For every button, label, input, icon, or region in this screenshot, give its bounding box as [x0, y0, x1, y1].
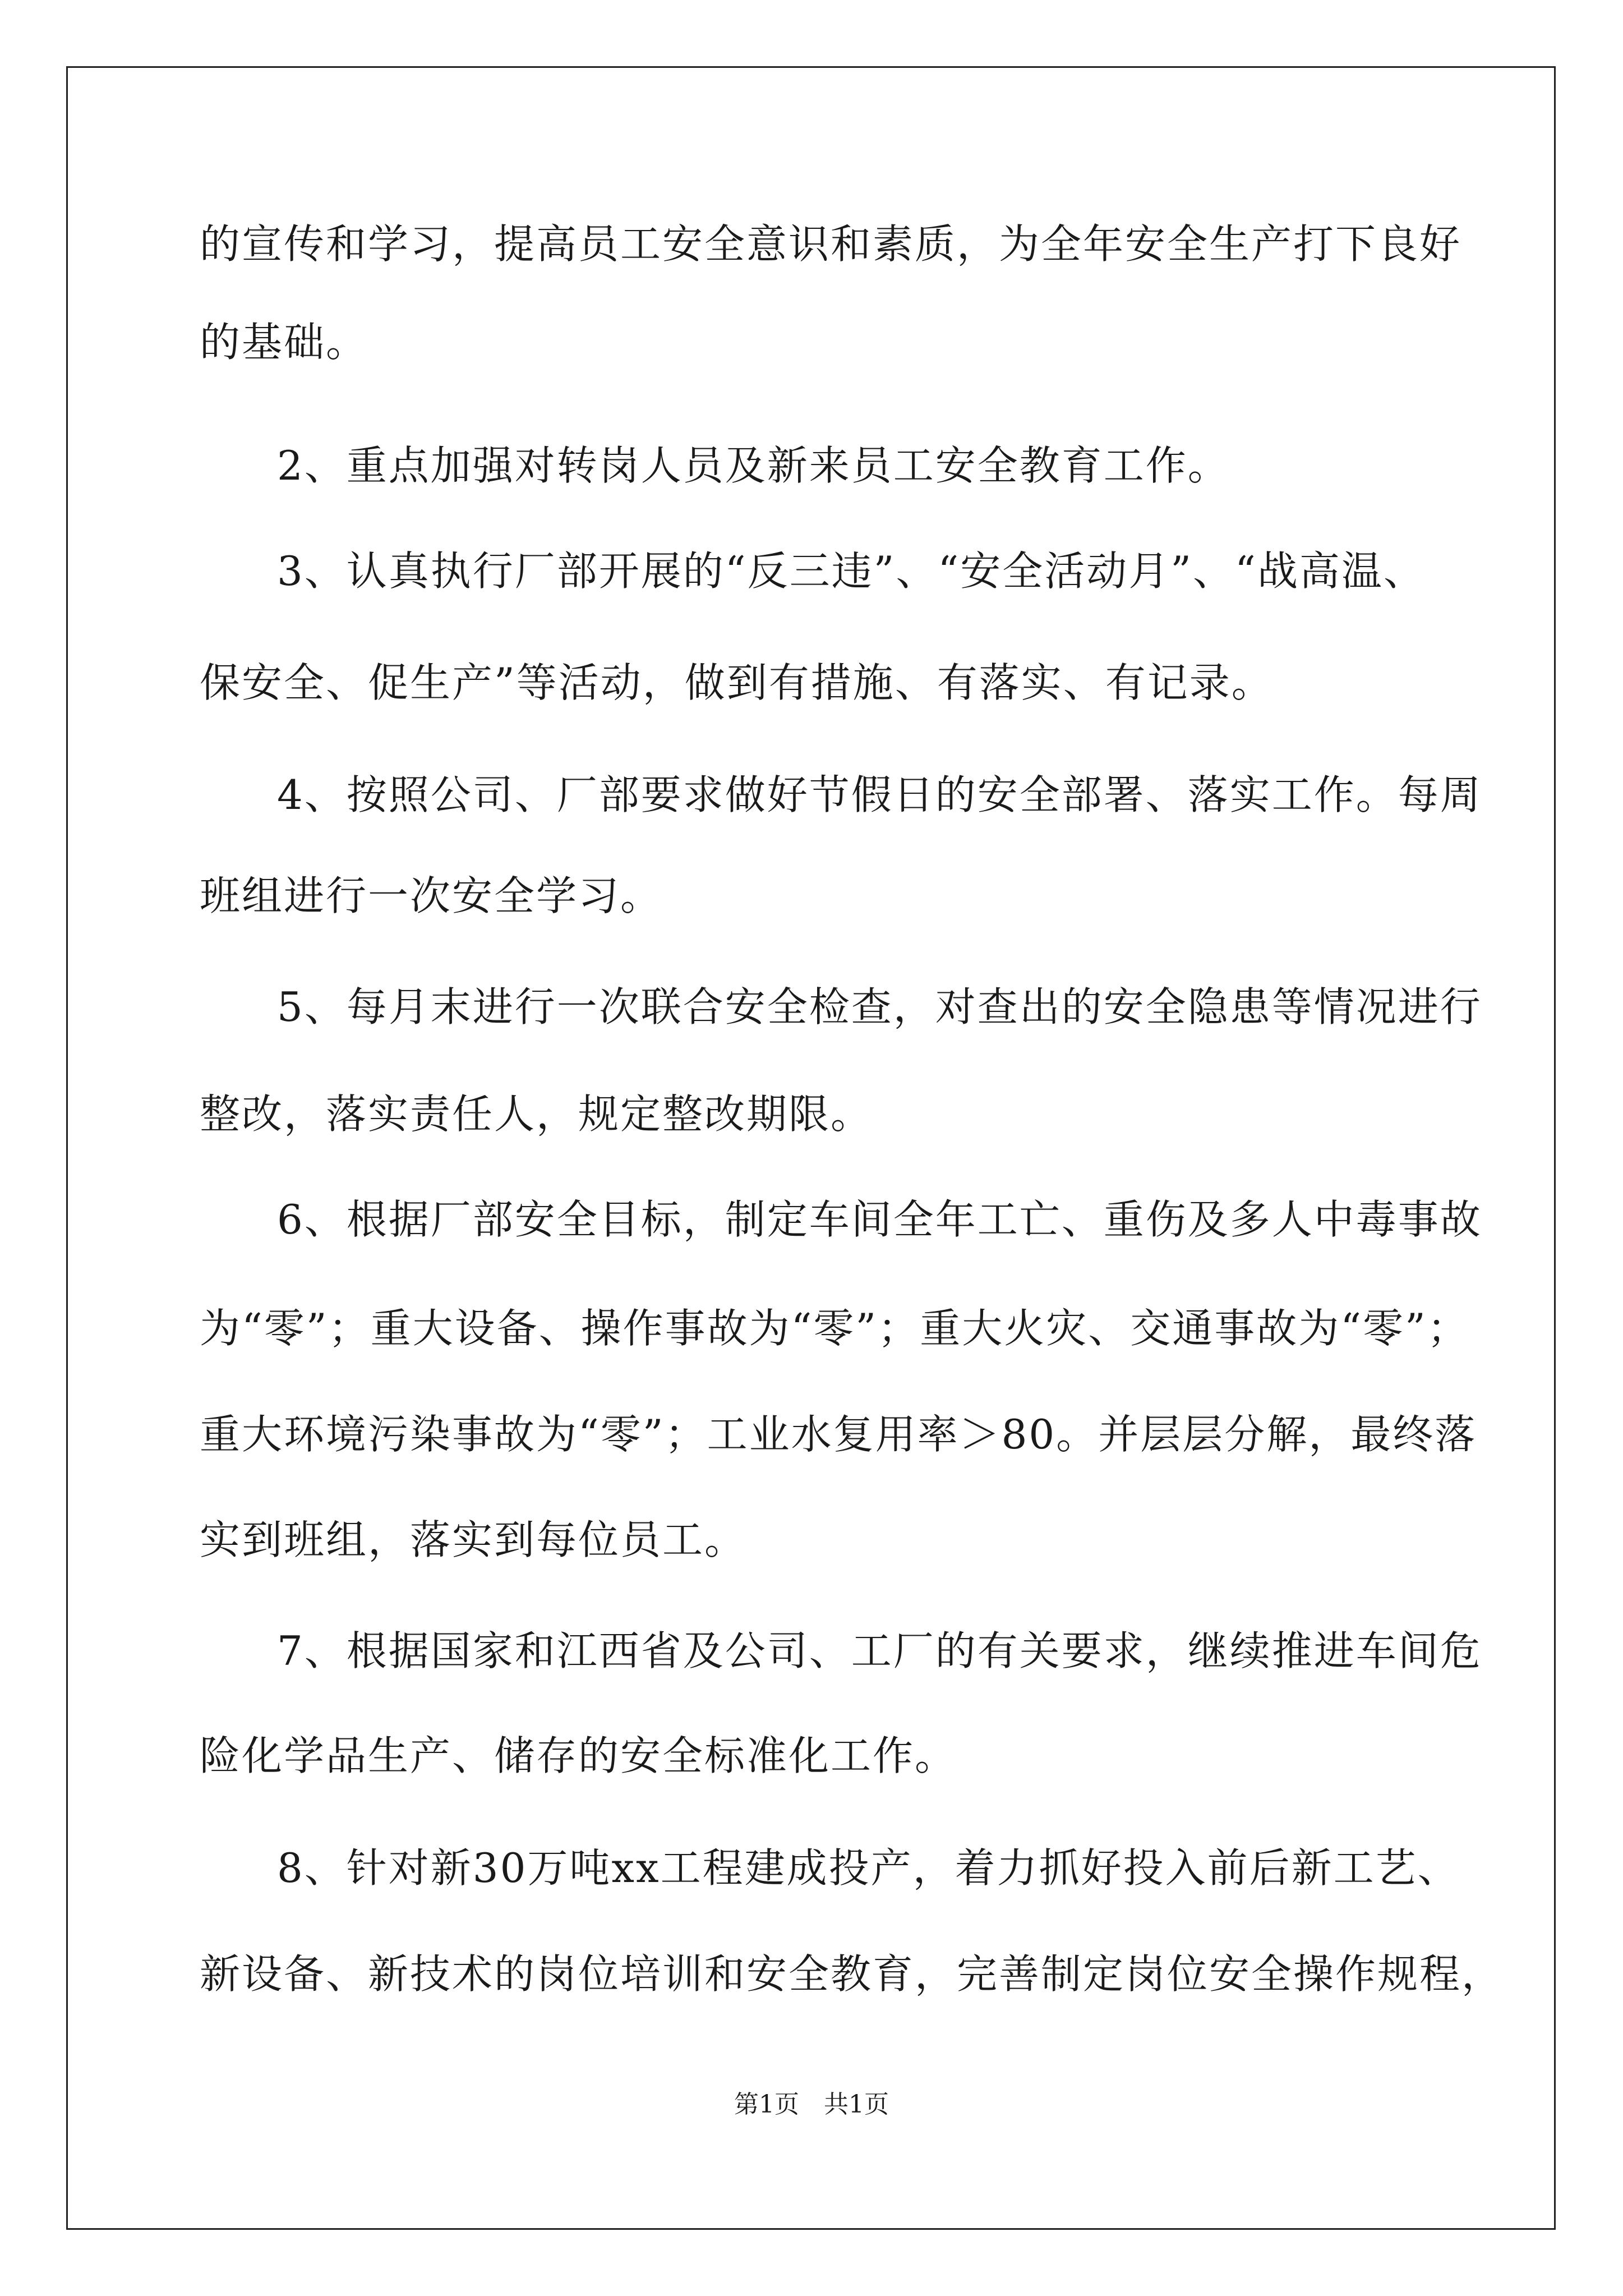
- body-line-7: 班组进行一次安全学习。: [200, 872, 663, 919]
- body-line-14: 7、根据国家和江西省及公司、工厂的有关要求，继续推进车间危: [277, 1627, 1482, 1674]
- body-line-13: 实到班组，落实到每位员工。: [200, 1516, 747, 1563]
- body-line-5: 保安全、促生产”等活动，做到有措施、有落实、有记录。: [200, 659, 1274, 706]
- body-line-1: 的宣传和学习，提高员工安全意识和素质，为全年安全生产打下良好: [200, 220, 1462, 268]
- body-line-12: 重大环境污染事故为“零”；工业水复用率＞80。并层层分解，最终落: [200, 1411, 1477, 1458]
- body-line-15: 险化学品生产、储存的安全标准化工作。: [200, 1732, 957, 1779]
- body-line-6: 4、按照公司、厂部要求做好节假日的安全部署、落实工作。每周: [277, 771, 1482, 818]
- body-line-11: 为“零”；重大设备、操作事故为“零”；重大火灾、交通事故为“零”；: [200, 1305, 1469, 1352]
- body-line-3: 2、重点加强对转岗人员及新来员工安全教育工作。: [277, 442, 1230, 489]
- body-line-9: 整改，落实责任人，规定整改期限。: [200, 1091, 873, 1138]
- page-number-footer: 第1页 共1页: [734, 2090, 889, 2119]
- body-line-17: 新设备、新技术的岗位培训和安全教育，完善制定岗位安全操作规程，: [200, 1950, 1504, 1998]
- body-line-8: 5、每月末进行一次联合安全检查，对查出的安全隐患等情况进行: [277, 983, 1482, 1030]
- body-line-2: 的基础。: [200, 319, 368, 366]
- body-line-10: 6、根据厂部安全目标，制定车间全年工亡、重伤及多人中毒事故: [277, 1196, 1482, 1243]
- page-border: [66, 66, 1556, 2230]
- body-line-16: 8、针对新30万吨xx工程建成投产，着力抓好投入前后新工艺、: [277, 1844, 1460, 1892]
- body-line-4: 3、认真执行厂部开展的“反三违”、“安全活动月”、“战高温、: [277, 547, 1426, 595]
